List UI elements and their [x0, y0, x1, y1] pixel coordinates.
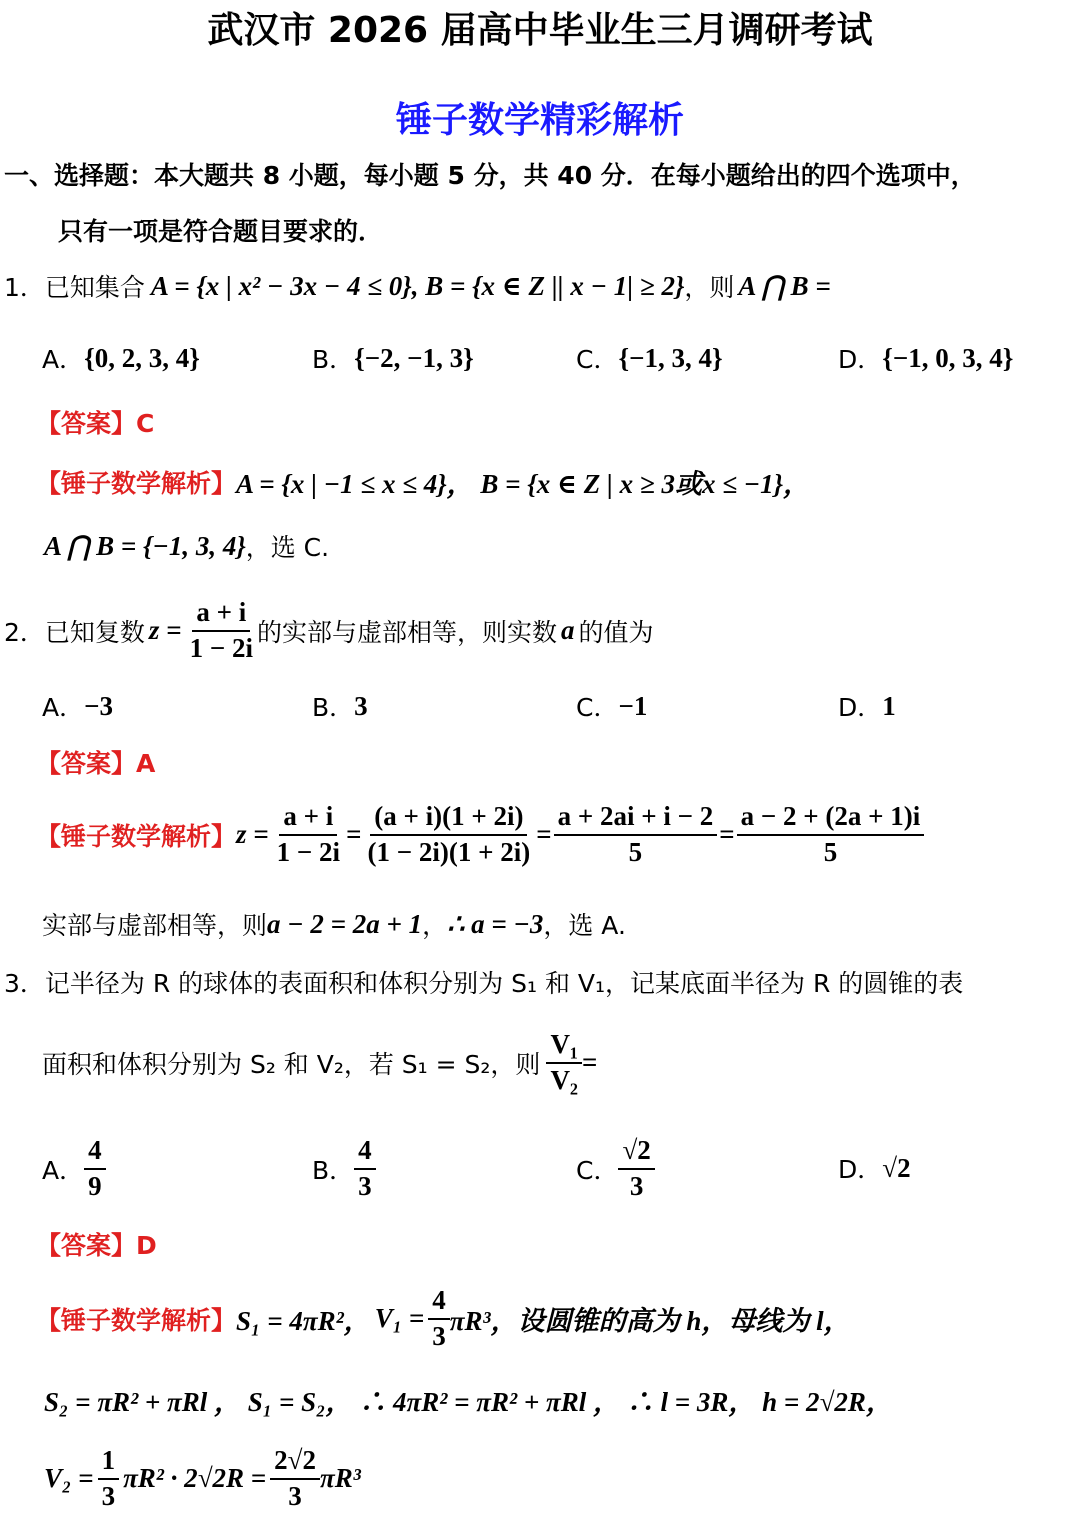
fraction	[354, 1134, 376, 1204]
question-1	[4, 268, 831, 304]
math-expression: z =	[236, 819, 269, 850]
option-label: D．	[838, 693, 883, 722]
question-text: 面积和体积分别为 S₂ 和 V₂，若 S₁ = S₂，则	[42, 1049, 541, 1079]
math-expression: a	[560, 615, 575, 646]
analysis-cont	[42, 906, 626, 942]
answer-value: A	[136, 749, 156, 778]
option-a[interactable]	[42, 688, 113, 724]
question-text: 已知复数	[44, 617, 145, 647]
option-value: {−2, −1, 3}	[354, 342, 474, 373]
fraction	[428, 1284, 450, 1354]
fraction-numerator: a + i	[279, 800, 337, 836]
answer-label: 【答案】	[36, 749, 137, 778]
fraction-numerator: 4	[354, 1134, 376, 1170]
analysis-text: ，选 A.	[543, 911, 626, 940]
math-expression: S₁ = 4πR²，	[236, 1306, 371, 1337]
fraction	[737, 800, 925, 870]
question-number: 3．	[4, 969, 45, 998]
option-label: B．	[312, 693, 355, 722]
answer	[36, 744, 155, 780]
option-d[interactable]	[838, 340, 1013, 376]
page-subtitle: 锤子数学精彩解析	[395, 100, 684, 141]
option-c[interactable]	[576, 688, 647, 724]
math-expression: πR³，设圆锥的高为 h，母线为 l，	[449, 1306, 851, 1337]
option-d[interactable]	[838, 1150, 911, 1186]
answer-value: D	[136, 1231, 157, 1260]
answer-label: 【答案】	[36, 1231, 137, 1260]
option-label: D．	[838, 345, 883, 374]
math-expression: a − 2 = 2a + 1	[267, 908, 423, 939]
question-3	[4, 964, 963, 1000]
option-value: {−1, 0, 3, 4}	[882, 342, 1014, 373]
analysis-text: ，选 C.	[245, 533, 330, 562]
option-label: C．	[576, 345, 619, 374]
fraction-numerator: 4	[428, 1284, 450, 1320]
section-heading: 一、选择题：本大题共 8 小题，每小题 5 分，共 40 分．在每小题给出的四个选项中，	[4, 161, 976, 190]
question-text: 已知集合	[44, 273, 145, 302]
answer	[36, 404, 154, 440]
question-text: 的实部与虚部相等，则实数	[256, 617, 557, 647]
answer	[36, 1226, 157, 1262]
math-expression: A = {x | x² − 3x − 4 ≤ 0}, B = {x ∈ Z || x − 1| ≥ 2}	[150, 270, 685, 301]
analysis	[36, 462, 810, 501]
fraction	[84, 1134, 106, 1204]
analysis-text: 实部与虚部相等，则	[42, 911, 268, 940]
fraction	[363, 800, 534, 870]
fraction-denominator: 9	[88, 1170, 102, 1201]
question-3-cont	[42, 1028, 597, 1098]
math-expression: ∴ a = −3	[447, 908, 544, 939]
analysis-label: 【锤子数学解析】	[36, 821, 237, 851]
fraction-numerator: V₁	[546, 1028, 582, 1064]
option-label: A．	[42, 1155, 85, 1185]
fraction-denominator: (1 − 2i)(1 + 2i)	[367, 836, 531, 867]
fraction	[554, 800, 718, 870]
equals-sign: =	[719, 819, 735, 850]
fraction-denominator: 3	[101, 1480, 116, 1511]
question-number: 1．	[4, 273, 45, 302]
fraction-numerator: a + i	[192, 596, 250, 632]
option-value: −1	[618, 690, 648, 721]
fraction	[270, 1444, 320, 1514]
equals-sign: =	[582, 1047, 598, 1078]
fraction	[618, 1134, 654, 1204]
fraction-denominator: 3	[432, 1320, 446, 1351]
option-d[interactable]	[838, 688, 896, 724]
analysis	[36, 1284, 851, 1354]
fraction-numerator: 1	[98, 1444, 120, 1480]
option-label: B．	[312, 345, 355, 374]
fraction-numerator: 4	[84, 1134, 106, 1170]
fraction	[546, 1028, 582, 1098]
option-b[interactable]	[312, 688, 368, 724]
question-text: ，则	[684, 273, 735, 302]
question-2	[4, 596, 654, 666]
math-expression: A = {x | −1 ≤ x ≤ 4}， B = {x ∈ Z | x ≥ 3或x ≤ −1}，	[236, 469, 811, 499]
equals-sign: =	[346, 819, 362, 850]
fraction-denominator: 1 − 2i	[189, 632, 253, 663]
fraction-denominator: 5	[823, 836, 838, 867]
fraction-denominator: V₂	[550, 1064, 579, 1095]
analysis-cont	[44, 1380, 893, 1419]
fraction-denominator: 3	[288, 1480, 302, 1511]
answer-label: 【答案】	[36, 409, 137, 438]
question-number: 2．	[4, 617, 45, 647]
fraction-denominator: 3	[358, 1170, 372, 1201]
fraction	[273, 800, 344, 870]
option-value: 1	[882, 690, 896, 721]
math-expression: πR³	[319, 1463, 361, 1494]
option-label: C．	[576, 693, 619, 722]
option-label: A．	[42, 693, 85, 722]
analysis-label: 【锤子数学解析】	[36, 1305, 237, 1335]
math-expression: πR² · 2√2R =	[123, 1463, 267, 1494]
option-value: {0, 2, 3, 4}	[84, 342, 200, 373]
section-heading-cont: 只有一项是符合题目要求的．	[58, 217, 384, 246]
fraction	[186, 596, 257, 666]
option-value: {−1, 3, 4}	[618, 342, 723, 373]
option-a[interactable]	[42, 340, 200, 376]
question-text: 的值为	[578, 617, 654, 647]
option-b[interactable]	[312, 1134, 376, 1204]
option-c[interactable]	[576, 1134, 655, 1204]
fraction-numerator: 2√2	[270, 1444, 320, 1480]
analysis-cont	[44, 528, 329, 564]
fraction-numerator: a + 2ai + i − 2	[554, 800, 718, 836]
option-c[interactable]	[576, 340, 723, 376]
option-a[interactable]	[42, 1134, 106, 1204]
equals-sign: =	[536, 819, 552, 850]
math-expression: z =	[148, 615, 182, 646]
option-value: −3	[84, 690, 113, 721]
option-label: A．	[42, 345, 85, 374]
math-expression: V₂ =	[44, 1463, 94, 1494]
analysis-text: ，	[422, 911, 448, 940]
fraction-denominator: 3	[629, 1170, 644, 1201]
math-expression: S₂ = πR² + πRl ， S₁ = S₂， ∴ 4πR² = πR² + πRl ， ∴ l = 3R， h = 2√2R，	[44, 1387, 893, 1417]
fraction-numerator: (a + i)(1 + 2i)	[370, 800, 527, 836]
option-value: 3	[354, 690, 368, 721]
option-label: D．	[838, 1155, 883, 1184]
option-b[interactable]	[312, 340, 474, 376]
fraction-denominator: 1 − 2i	[276, 836, 341, 867]
option-value: √2	[882, 1152, 911, 1183]
option-label: C．	[576, 1155, 619, 1185]
math-expression: A ⋂ B = {−1, 3, 4}	[44, 530, 246, 561]
page-title: 武汉市 2026 届高中毕业生三月调研考试	[207, 10, 873, 51]
math-expression: A ⋂ B =	[738, 270, 831, 301]
analysis	[36, 800, 924, 870]
math-expression: V₁ =	[374, 1303, 425, 1334]
option-label: B．	[312, 1155, 355, 1185]
fraction-numerator: a − 2 + (2a + 1)i	[737, 800, 925, 836]
question-text: 记半径为 R 的球体的表面积和体积分别为 S₁ 和 V₁，记某底面半径为 R 的圆锥的表	[44, 969, 964, 998]
analysis-label: 【锤子数学解析】	[36, 468, 237, 498]
answer-value: C	[136, 409, 155, 438]
fraction-denominator: 5	[628, 836, 643, 867]
fraction	[98, 1444, 120, 1514]
fraction-numerator: √2	[618, 1134, 654, 1170]
analysis-cont	[44, 1444, 361, 1514]
